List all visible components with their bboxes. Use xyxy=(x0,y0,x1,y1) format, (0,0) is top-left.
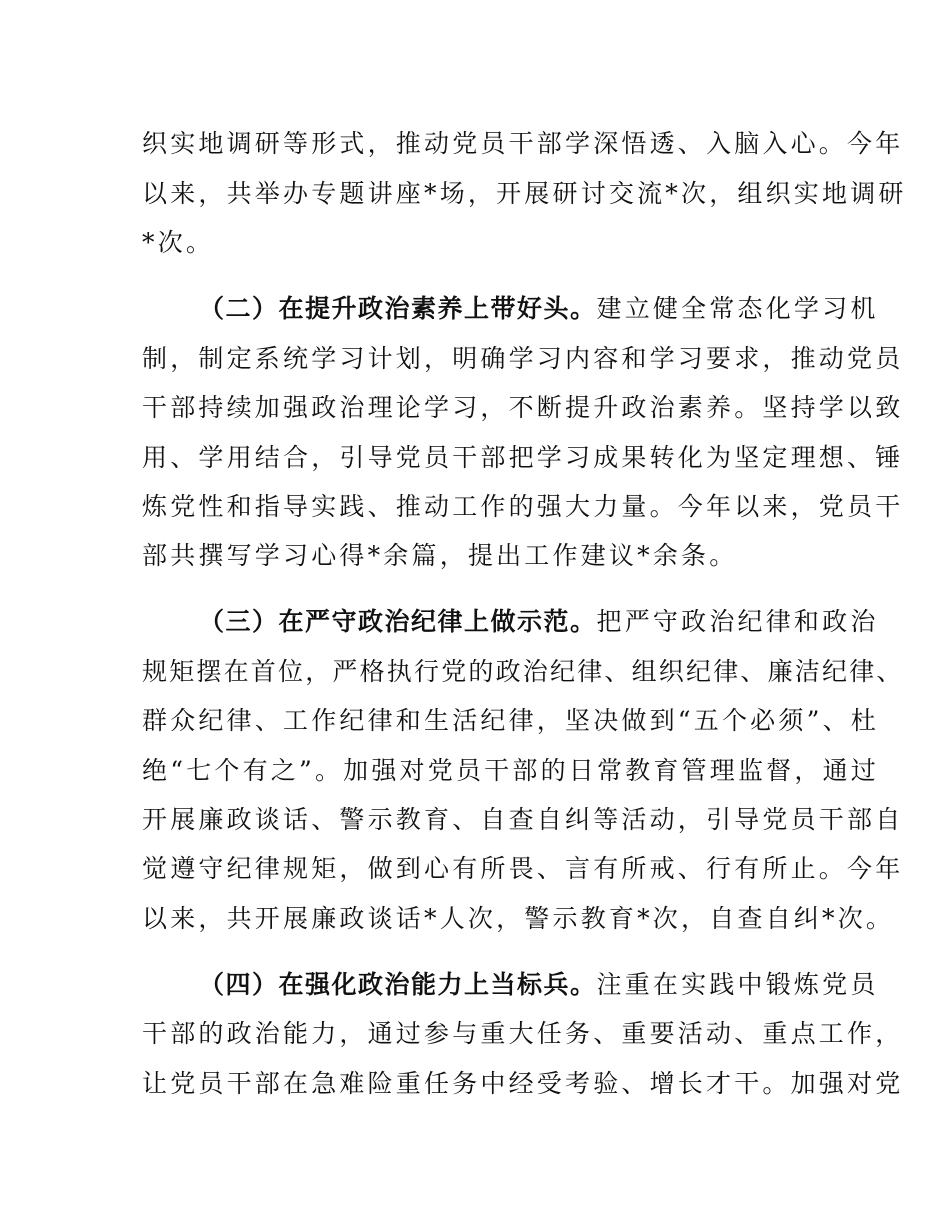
body-text: 建立健全常态化学习机 xyxy=(596,294,879,323)
body-text-line: 绝“七个有之”。加强对党员干部的日常教育管理监督，通过 xyxy=(142,756,879,785)
body-text-line: 以来，共开展廉政谈话*人次，警示教育*次，自查自纠*次。 xyxy=(142,904,895,933)
body-text: 注重在实践中锻炼党员 xyxy=(596,970,879,999)
section-heading-3: （三）在严守政治纪律上做示范。 xyxy=(199,607,597,636)
body-text-line: 群众纪律、工作纪律和生活纪律，坚决做到“五个必须”、杜 xyxy=(142,706,879,735)
body-text-line: *次。 xyxy=(142,228,215,257)
paragraph-first-line xyxy=(199,605,879,639)
body-text-line: 干部的政治能力，通过参与重大任务、重要活动、重点工作， xyxy=(142,1019,904,1048)
body-text-line: 规矩摆在首位，严格执行党的政治纪律、组织纪律、廉洁纪律、 xyxy=(142,657,904,686)
body-text-line: 部共撰写学习心得*余篇，提出工作建议*余条。 xyxy=(142,541,738,570)
paragraph-first-line xyxy=(199,968,879,1002)
body-text-line: 织实地调研等形式，推动党员干部学深悟透、入脑入心。今年 xyxy=(142,129,904,158)
body-text-line: 开展廉政谈话、警示教育、自查自纠等活动，引导党员干部自 xyxy=(142,805,904,834)
paragraph-first-line xyxy=(199,292,879,326)
body-text-line: 用、学用结合，引导党员干部把学习成果转化为坚定理想、锤 xyxy=(142,443,904,472)
section-heading-4: （四）在强化政治能力上当标兵。 xyxy=(199,970,597,999)
body-text-line: 制，制定系统学习计划，明确学习内容和学习要求，推动党员 xyxy=(142,344,904,373)
body-text-line: 以来，共举办专题讲座*场，开展研讨交流*次，组织实地调研 xyxy=(142,179,907,208)
section-heading-2: （二）在提升政治素养上带好头。 xyxy=(199,294,597,323)
body-text-line: 让党员干部在急难险重任务中经受考验、增长才干。加强对党 xyxy=(142,1069,904,1098)
body-text-line: 干部持续加强政治理论学习，不断提升政治素养。坚持学以致 xyxy=(142,393,904,422)
body-text: 把严守政治纪律和政治 xyxy=(596,607,879,636)
body-text-line: 炼党性和指导实践、推动工作的强大力量。今年以来，党员干 xyxy=(142,492,904,521)
body-text-line: 觉遵守纪律规矩，做到心有所畏、言有所戒、行有所止。今年 xyxy=(142,854,904,883)
